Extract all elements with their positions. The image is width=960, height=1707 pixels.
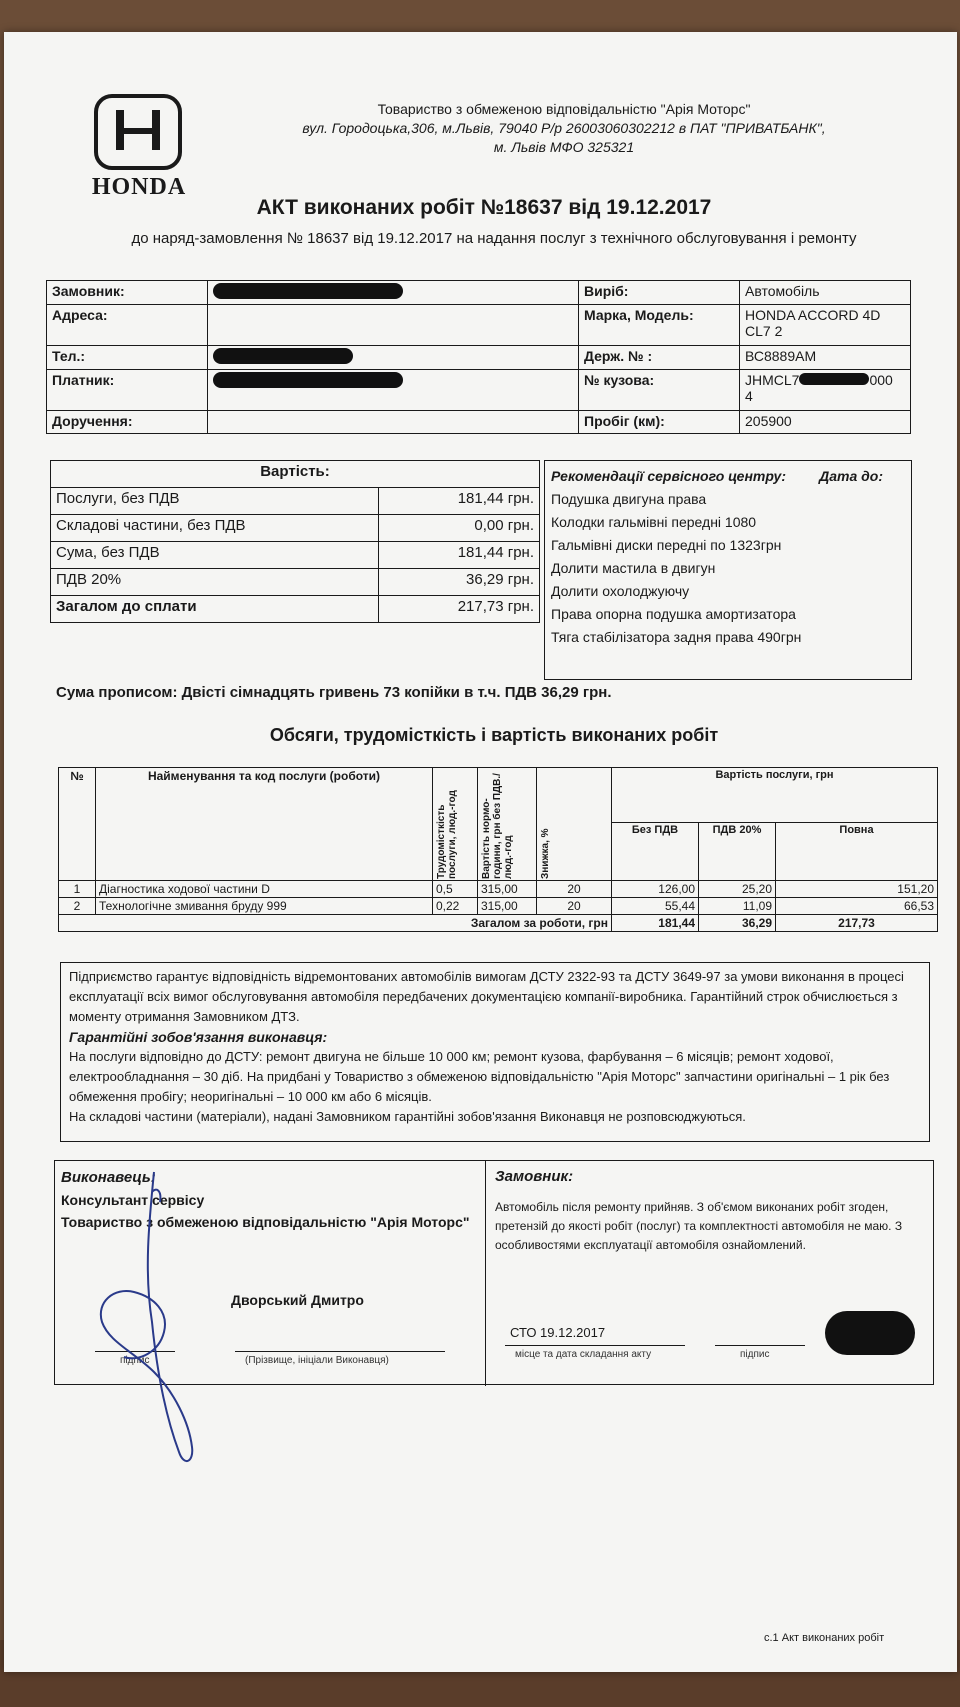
executor-name-caption: (Прізвище, ініціали Виконавця): [245, 1355, 389, 1366]
executor-company: Товариство з обмеженою відповідальністю "Арія Моторс": [61, 1214, 470, 1230]
row-vat: 25,20: [699, 881, 776, 898]
works-total-no-vat: 181,44: [612, 915, 699, 932]
row-no-vat: 55,44: [612, 898, 699, 915]
works-title: Обсяги, трудомісткість і вартість виконаних робіт: [269, 725, 719, 745]
col-no-vat: Без ПДВ: [612, 823, 699, 881]
brand-name: HONDA: [91, 174, 187, 200]
works-total-vat: 36,29: [699, 915, 776, 932]
recommendations-header: Рекомендації сервісного центру:: [551, 468, 787, 484]
executor-sign-caption: підпис: [120, 1355, 150, 1366]
executor-header: Виконавець:: [61, 1169, 156, 1186]
col-rate: Вартість нормо-години, грн без ПДВ./люд.-год: [478, 768, 537, 881]
customer-place-caption: місце та дата складання акту: [515, 1349, 652, 1360]
row-num: 1: [59, 881, 96, 898]
document-sheet: [4, 32, 957, 1672]
cost-row-label: Послуги, без ПДВ: [51, 488, 379, 515]
customer-place-date: СТО 19.12.2017: [510, 1325, 606, 1340]
row-rate: 315,00: [478, 898, 537, 915]
col-discount: Знижка, %: [537, 768, 612, 881]
cost-table: [50, 460, 540, 623]
row-num: 2: [59, 898, 96, 915]
row-labor: 0,5: [433, 881, 478, 898]
address-value: [208, 305, 579, 346]
assignment-value: [208, 411, 579, 434]
cost-row-value: 181,44 грн.: [379, 542, 540, 569]
recommendation-item: Гальмівні диски передні по 1323грн: [551, 537, 782, 553]
plate-value: ВС8889АМ: [740, 346, 911, 370]
works-total-row: [59, 915, 938, 932]
client-vehicle-table: [46, 280, 911, 434]
customer-value-redacted: [208, 281, 579, 305]
customer-header: Замовник:: [495, 1168, 574, 1185]
cost-row-value: 0,00 грн.: [379, 515, 540, 542]
col-vat: ПДВ 20%: [699, 823, 776, 881]
honda-logo-icon: [94, 94, 182, 170]
row-name: Діагностика ходової частини D: [96, 881, 433, 898]
col-num: №: [59, 768, 96, 881]
company-name: Товариство з обмеженою відповідальністю "Арія Моторс": [377, 101, 751, 117]
phone-label: Тел.:: [47, 346, 208, 370]
row-vat: 11,09: [699, 898, 776, 915]
vin-label: № кузова:: [579, 370, 740, 411]
model-value: HONDA ACCORD 4D CL7 2: [740, 305, 911, 346]
payer-label: Платник:: [47, 370, 208, 411]
warranty-exclusion: На складові частини (матеріали), надані Замовником гарантійні зобов'язання Виконавця не розповсюджуються.: [69, 1109, 746, 1124]
vin-prefix: JHMCL7: [745, 372, 800, 388]
document-subtitle: до наряд-замовлення № 18637 від 19.12.2017 на надання послуг з технічного обслуговування і ремонту: [131, 230, 857, 247]
warranty-terms: На послуги відповідно до ДСТУ: ремонт двигуна не більше 10 000 км; ремонт кузова, фарбування – 6 місяців; ремонт ходової, електрообладнання – 30 діб. На придбані у Товариство з обмеженою відповідальністю "Арія Моторс" запчастини оригінальні – 1 рік без обмеження пробігу; неоригінальні – 10 000 км або 6 місяців.: [69, 1049, 890, 1104]
executor-name: Дворський Дмитро: [231, 1292, 364, 1308]
row-full: 151,20: [776, 881, 938, 898]
cost-row-value: 181,44 грн.: [379, 488, 540, 515]
company-address: вул. Городоцька,306, м.Львів, 79040 Р/р 26003060302212 в ПАТ "ПРИВАТБАНК",: [302, 120, 826, 136]
table-row: [59, 898, 938, 915]
recommendation-item: Подушка двигуна права: [551, 491, 707, 507]
vin-value: [740, 370, 911, 411]
sum-in-words: Сума прописом: Двісті сімнадцять гривень 73 копійки в т.ч. ПДВ 36,29 грн.: [56, 684, 612, 701]
row-name: Технологічне змивання бруду 999: [96, 898, 433, 915]
total-label: Загалом до сплати: [51, 596, 379, 623]
customer-section: [495, 1167, 925, 1255]
plate-label: Держ. № :: [579, 346, 740, 370]
product-value: Автомобіль: [740, 281, 911, 305]
cost-header: Вартість:: [51, 461, 540, 488]
col-cost: Вартість послуги, грн: [612, 768, 938, 823]
recommendation-item: Права опорна подушка амортизатора: [551, 606, 796, 622]
date-header: Дата до:: [819, 468, 883, 484]
row-full: 66,53: [776, 898, 938, 915]
mileage-label: Пробіг (км):: [579, 411, 740, 434]
row-rate: 315,00: [478, 881, 537, 898]
row-labor: 0,22: [433, 898, 478, 915]
col-full: Повна: [776, 823, 938, 881]
address-label: Адреса:: [47, 305, 208, 346]
recommendation-item: Долити мастила в двигун: [551, 560, 716, 576]
recommendation-item: Долити охолоджуючу: [551, 583, 690, 599]
customer-label: Замовник:: [47, 281, 208, 305]
table-row: [59, 881, 938, 898]
vin-suffix: 000: [869, 372, 893, 388]
cost-row-value: 36,29 грн.: [379, 569, 540, 596]
warranty-box: [60, 962, 930, 1142]
product-label: Виріб:: [579, 281, 740, 305]
works-total-full: 217,73: [776, 915, 938, 932]
vin-redaction: [799, 373, 869, 385]
row-no-vat: 126,00: [612, 881, 699, 898]
recommendation-item: Тяга стабілізатора задня права 490грн: [551, 629, 802, 645]
assignment-label: Доручення:: [47, 411, 208, 434]
total-value: 217,73 грн.: [379, 596, 540, 623]
recommendation-item: Колодки гальмівні передні 1080: [551, 514, 757, 530]
phone-value-redacted: [208, 346, 579, 370]
cost-row-label: ПДВ 20%: [51, 569, 379, 596]
mileage-value: 205900: [740, 411, 911, 434]
customer-signature-redacted: [825, 1311, 915, 1355]
row-discount: 20: [537, 881, 612, 898]
document-title: АКТ виконаних робіт №18637 від 19.12.2017: [256, 196, 712, 219]
customer-acceptance: Автомобіль після ремонту прийняв. З об'ємом виконаних робіт згоден, претензій до якості робіт (послуг) та комплектності автомобіля не маю. З особливостями експлуатації автомобіля ознайомлений.: [495, 1200, 903, 1252]
col-labor: Трудомісткість послуги, люд.-год: [433, 768, 478, 881]
payer-value-redacted: [208, 370, 579, 411]
warranty-header: Гарантійні зобов'язання виконавця:: [69, 1029, 328, 1045]
handwritten-signature-icon: [94, 1162, 234, 1472]
executor-role: Консультант сервісу: [61, 1192, 205, 1208]
recommendations-box: [544, 460, 912, 680]
col-name: Найменування та код послуги (роботи): [96, 768, 433, 881]
warranty-text: Підприємство гарантує відповідність відремонтованих автомобілів вимогам ДСТУ 2322-93 та ДСТУ 3649-97 за умови виконання в процесі експлуатації всіх вимог обслуговування автомобіля передбачених документацією компанії-виробника. Гарантійний строк обчислюється з моменту отримання Замовником ДТЗ.: [69, 969, 904, 1024]
works-table: [58, 767, 938, 932]
vin-line2: 4: [745, 388, 753, 404]
model-label: Марка, Модель:: [579, 305, 740, 346]
row-discount: 20: [537, 898, 612, 915]
cost-row-label: Сума, без ПДВ: [51, 542, 379, 569]
page-footer: с.1 Акт виконаних робіт: [764, 1632, 885, 1644]
works-total-label: Загалом за роботи, грн: [59, 915, 612, 932]
cost-row-label: Складові частини, без ПДВ: [51, 515, 379, 542]
customer-sign-caption: підпис: [740, 1349, 770, 1360]
company-bank: м. Львів МФО 325321: [493, 139, 635, 155]
company-details: [244, 100, 884, 157]
